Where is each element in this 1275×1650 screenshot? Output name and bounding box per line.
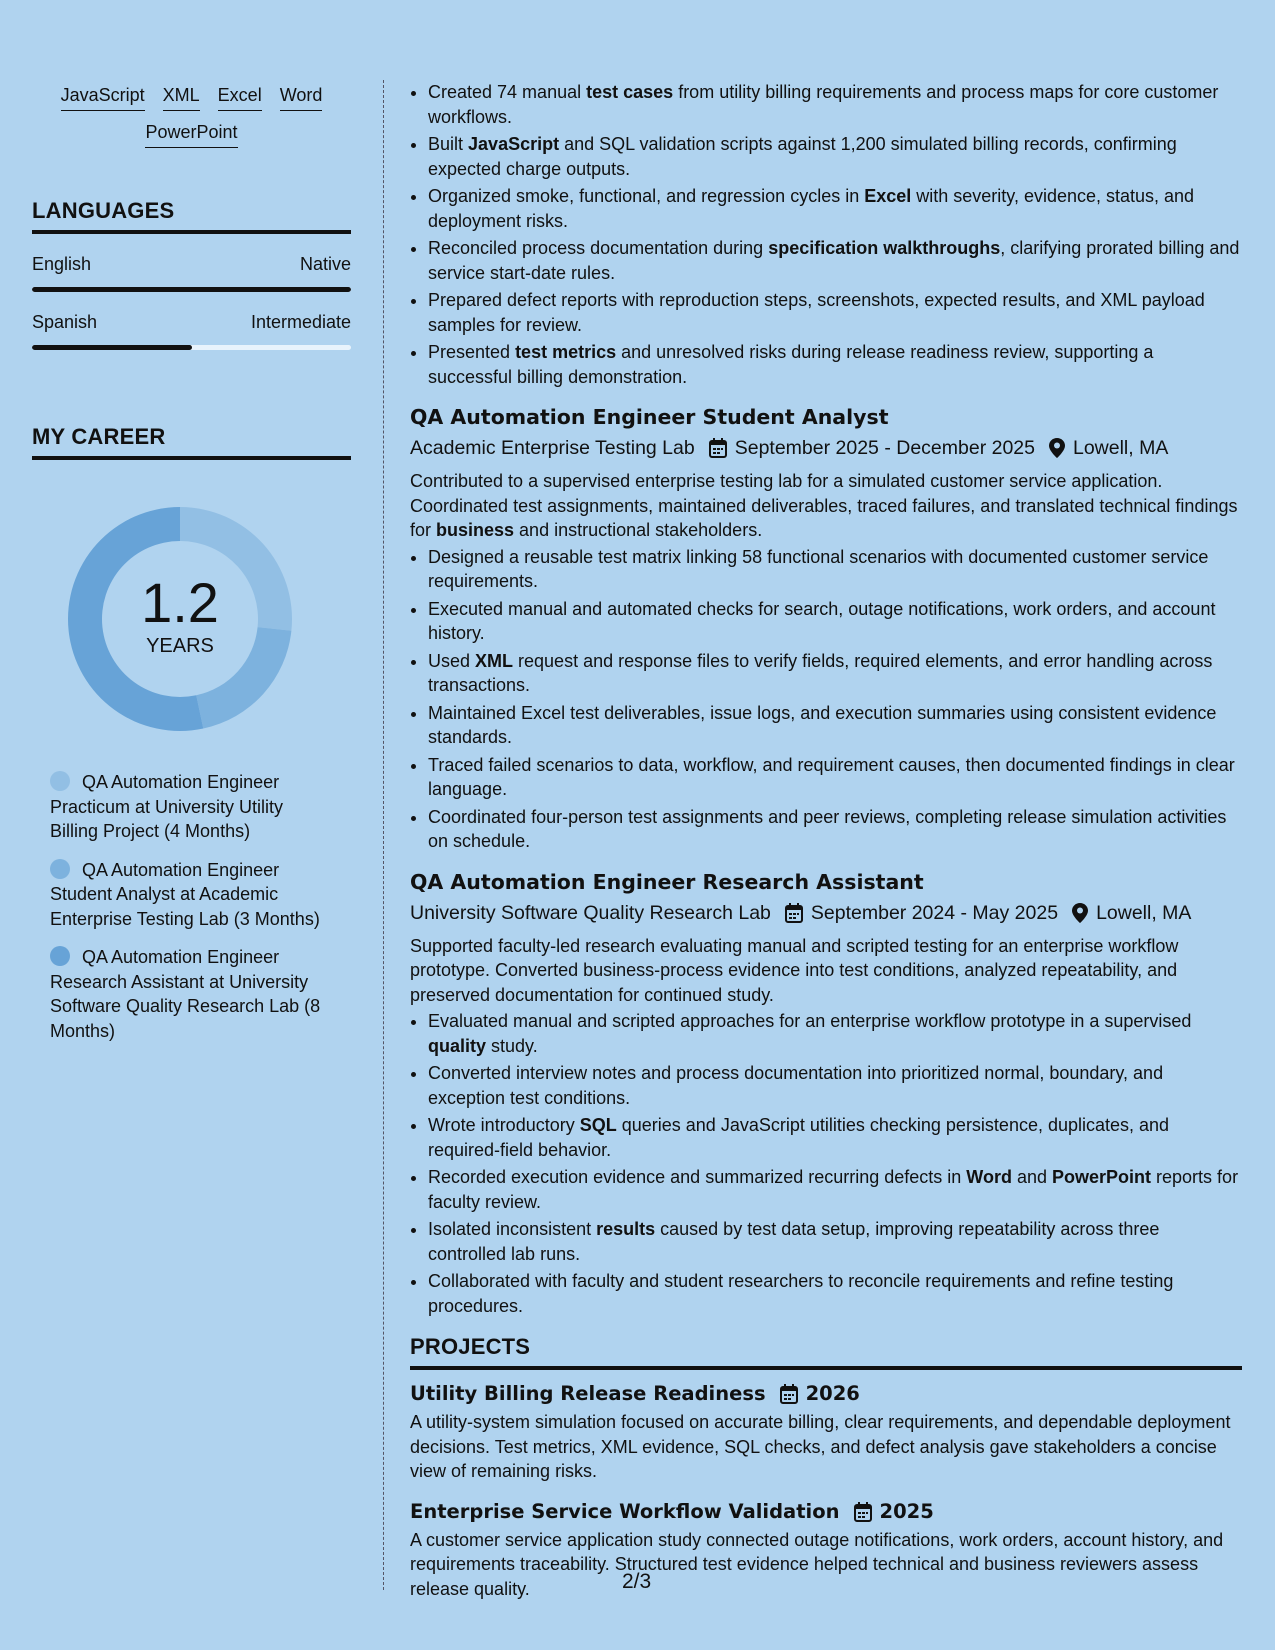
career-legend [50,770,322,1043]
language-level: Native [299,254,351,274]
bullet-item: • Executed manual and automated checks for search, outage notifications, work orders, and account history. [428,597,1242,646]
job-summary: Supported faculty-led research evaluating manual and scripted testing for an enterprise workflow prototype. Converted business-process evidence into test conditions, analyzed repeatability, and preserved documentation for continued study. [410,935,1179,1005]
project-description: A customer service application study connected outage notifications, work orders, account history, and requirements traceability. Structured test evidence helped technical and business reviewers assess release quality. [410,1529,1224,1599]
bullet-item: • Presented test metrics and unresolved risks during release readiness review, supporting a successful billing demonstration. [428,340,1242,389]
calendar-icon [785,903,803,923]
career-legend-item: QA Automation Engineer Student Analyst at Academic Enterprise Testing Lab (3 Months) [50,859,320,929]
career-total-unit: YEARS [146,634,214,657]
job-meta [410,433,1242,463]
column-divider [383,80,384,1590]
right-column [410,80,1242,1601]
skills-list [32,84,351,148]
bullet-item: • Wrote introductory SQL queries and JavaScript utilities checking persistence, duplicates, and required-field behavior. [428,1113,1242,1162]
project-item [410,1380,1242,1484]
language-proficiency-bar [32,287,351,292]
bullet-item: • Built JavaScript and SQL validation scripts against 1,200 simulated billing records, confirming expected charge outputs. [428,132,1242,181]
bullet-item: • Traced failed scenarios to data, workflow, and requirement causes, then documented findings in clear language. [428,753,1242,802]
career-legend-item: QA Automation Engineer Practicum at University Utility Billing Project (4 Months) [50,772,284,841]
bullet-item: • Isolated inconsistent results caused by test data setup, improving repeatability across three controlled lab runs. [428,1217,1242,1266]
bullet-item: • Designed a reusable test matrix linking 58 functional scenarios with documented customer service requirements. [428,545,1242,594]
career-donut-chart [65,504,295,734]
projects-section [410,1334,1242,1601]
language-item [32,254,351,292]
bullet-item: • Coordinated four-person test assignments and peer reviews, completing release simulation activities on schedule. [428,805,1242,854]
calendar-icon [854,1502,872,1522]
job-title: QA Automation Engineer Student Analyst [410,405,889,429]
language-name: Spanish [32,312,98,332]
job-dates: September 2024 - May 2025 [810,901,1059,924]
language-proficiency-fill [32,287,351,292]
calendar-icon [780,1384,798,1404]
career-section [32,424,351,1043]
job-organization: Academic Enterprise Testing Lab [410,437,695,459]
bullet-item: • Collaborated with faculty and student researchers to reconcile requirements and refine testing procedures. [428,1269,1242,1318]
career-total-value: 1.2 [141,570,219,634]
skill-tag: Word [280,84,323,111]
bullet-item: • Converted interview notes and process documentation into prioritized normal, boundary, and exception test conditions. [428,1061,1242,1110]
career-legend-item: QA Automation Engineer Research Assistant at University Software Quality Research Lab (8 Months) [50,947,321,1041]
legend-dot-icon [50,771,70,791]
job-meta [410,898,1242,928]
bullet-item: • Created 74 manual test cases from utility billing requirements and process maps for core customer workflows. [428,80,1242,129]
location-pin-icon [1072,903,1088,923]
location-pin-icon [1049,438,1065,458]
job-summary: Contributed to a supervised enterprise testing lab for a simulated customer service application. Coordinated test assignments, maintained deliverables, traced failures, and translated technical findings for business and instructional stakeholders. [410,471,1238,540]
languages-section [32,198,351,350]
bullet-item: • Prepared defect reports with reproduction steps, screenshots, expected results, and XML payload samples for review. [428,288,1242,337]
job-entry [410,403,1242,854]
bullet-item: • Evaluated manual and scripted approaches for an enterprise workflow prototype in a supervised quality study. [428,1009,1242,1058]
legend-dot-icon [50,859,70,879]
career-title: MY CAREER [32,424,351,460]
job-dates: September 2025 - December 2025 [734,437,1035,459]
language-item [32,312,351,350]
projects-title: PROJECTS [410,1334,1242,1370]
job-title: QA Automation Engineer Research Assistant [410,869,924,894]
job-entry [410,868,1242,1319]
project-title: Utility Billing Release Readiness [410,1382,766,1405]
calendar-icon [709,438,727,458]
skill-tag: JavaScript [61,84,145,111]
bullet-item: • Organized smoke, functional, and regression cycles in Excel with severity, evidence, status, and deployment risks. [428,184,1242,233]
languages-title: LANGUAGES [32,198,351,234]
bullet-item: • Maintained Excel test deliverables, issue logs, and execution summaries using consistent evidence standards. [428,701,1242,750]
bullet-item: • Recorded execution evidence and summarized recurring defects in Word and PowerPoint reports for faculty review. [428,1165,1242,1214]
experience-bullets [410,80,1242,389]
skill-tag: Excel [218,84,262,111]
left-column [32,84,351,1057]
project-title: Enterprise Service Workflow Validation [410,1499,840,1523]
skill-tag: XML [163,84,200,111]
job-location: Lowell, MA [1072,437,1169,459]
bullet-item: • Reconciled process documentation during specification walkthroughs, clarifying prorated billing and service start-date rules. [428,236,1242,285]
job-organization: University Software Quality Research Lab [410,901,771,924]
project-year: 2026 [805,1382,860,1405]
skill-tag: PowerPoint [145,121,237,148]
legend-dot-icon [50,946,70,966]
project-item [410,1498,1242,1602]
language-level: Intermediate [250,312,351,332]
page-number: 2/3 [622,1570,652,1593]
language-proficiency-bar [32,345,351,350]
job-bullets [410,545,1242,854]
job-location: Lowell, MA [1096,901,1192,924]
bullet-item: • Used XML request and response files to verify fields, required elements, and error handling across transactions. [428,649,1242,698]
language-name: English [32,254,92,274]
project-year: 2025 [879,1499,934,1523]
job-bullets [410,1009,1242,1318]
project-description: A utility-system simulation focused on accurate billing, clear requirements, and dependable deployment decisions. Test metrics, XML evidence, SQL checks, and defect analysis gave stakeholders a concise view of remaining risks. [410,1412,1231,1481]
language-proficiency-fill [32,345,192,350]
